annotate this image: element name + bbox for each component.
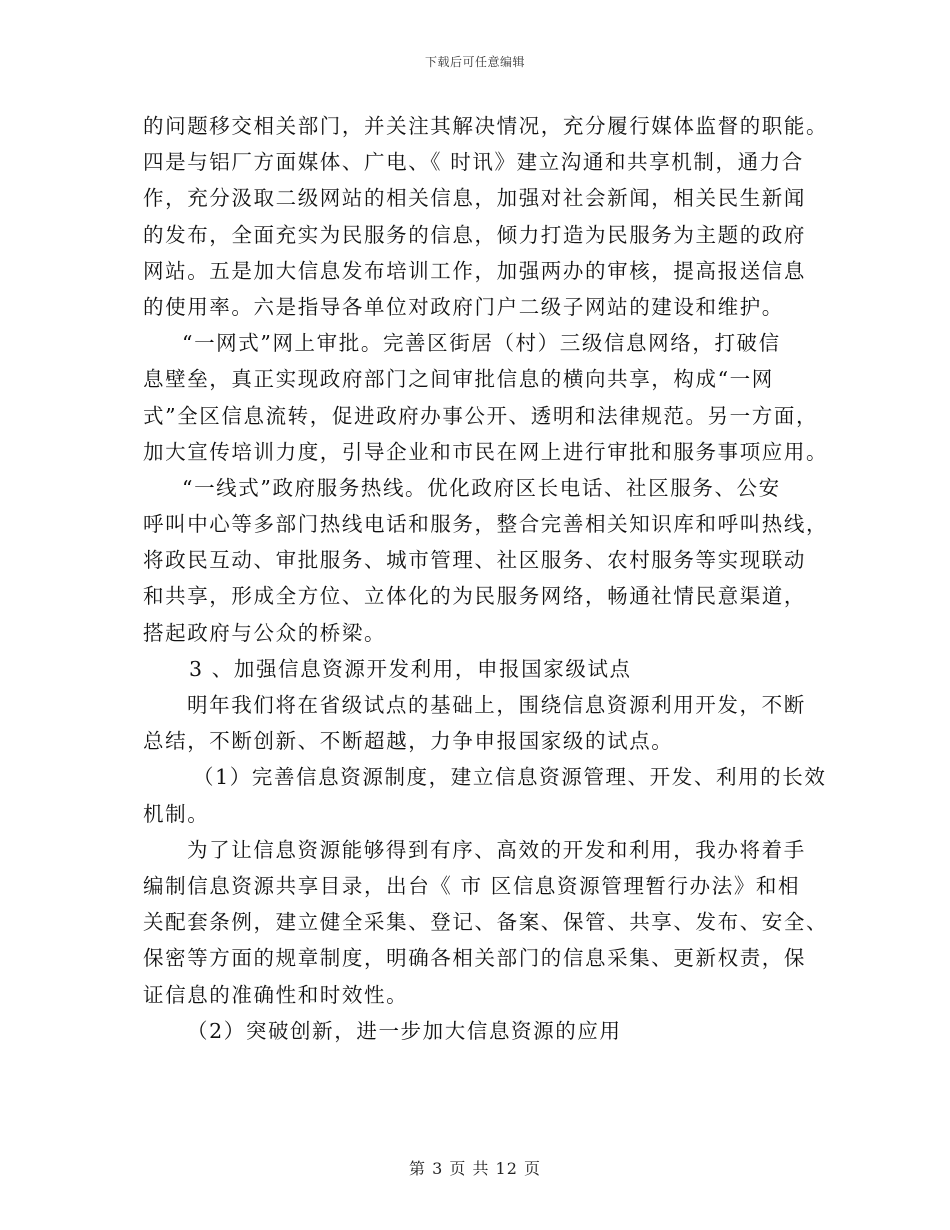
text-line: 将政民互动、审批服务、城市管理、社区服务、农村服务等实现联动 (143, 548, 806, 573)
text-line: 呼叫中心等多部门热线电话和服务，整合完善相关知识库和呼叫热线， (143, 512, 829, 537)
text-line: 的使用率。六是指导各单位对政府门户二级子网站的建设和维护。 (143, 294, 784, 319)
text-line: “一线式”政府服务热线。优化政府区长电话、社区服务、公安 (182, 475, 781, 500)
text-line: 和共享，形成全方位、立体化的为民服务网络，畅通社情民意渠道， (143, 584, 806, 609)
text-line: 加大宣传培训力度，引导企业和市民在网上进行审批和服务事项应用。 (143, 439, 829, 464)
text-line: “一网式”网上审批。完善区街居（村）三级信息网络，打破信 (182, 331, 781, 356)
text-line: 保密等方面的规章制度，明确各相关部门的信息采集、更新权责，保 (143, 946, 806, 971)
text-line: 证信息的准确性和时效性。 (143, 982, 409, 1007)
text-line: 关配套条例，建立健全采集、登记、备案、保管、共享、发布、安全、 (143, 910, 829, 935)
text-line: 编制信息资源共享目录，出台《 市 区信息资源管理暂行办法》和相 (143, 873, 801, 898)
text-line: 四是与铝厂方面媒体、广电、《 时讯》建立沟通和共享机制，通力合 (143, 150, 804, 175)
text-line: 式”全区信息流转，促进政府办事公开、透明和法律规范。另一方面， (143, 403, 819, 428)
text-line: 的发布，全面充实为民服务的信息，倾力打造为民服务为主题的政府 (143, 222, 806, 247)
text-line: 息壁垒，真正实现政府部门之间审批信息的横向共享，构成“一网 (143, 367, 774, 392)
text-line: 作，充分汲取二级网站的相关信息，加强对社会新闻，相关民生新闻 (143, 186, 806, 211)
section-heading: 3 、加强信息资源开发利用，申报国家级试点 (189, 656, 632, 681)
document-body (143, 108, 829, 1049)
text-line: 总结，不断创新、不断超越，力争申报国家级的试点。 (143, 729, 674, 754)
text-line: 的问题移交相关部门，并关注其解决情况，充分履行媒体监督的职能。 (143, 114, 829, 138)
text-line: 搭起政府与公众的桥梁。 (143, 620, 387, 645)
text-line: 为了让信息资源能够得到有序、高效的开发和利用，我办将着手 (187, 837, 806, 862)
text-line: 明年我们将在省级试点的基础上，围绕信息资源利用开发，不断 (187, 693, 806, 717)
text-line: 机制。 (143, 801, 210, 826)
subsection-heading: （2）突破创新，进一步加大信息资源的应用 (187, 1018, 622, 1043)
page-header: 下载后可任意编辑 (424, 55, 525, 69)
page-footer: 第 3 页 共 12 页 (409, 1159, 541, 1178)
text-line: 网站。五是加大信息发布培训工作，加强两办的审核，提高报送信息 (143, 258, 806, 283)
subsection-heading: （1）完善信息资源制度，建立信息资源管理、开发、利用的长效 (193, 765, 827, 790)
